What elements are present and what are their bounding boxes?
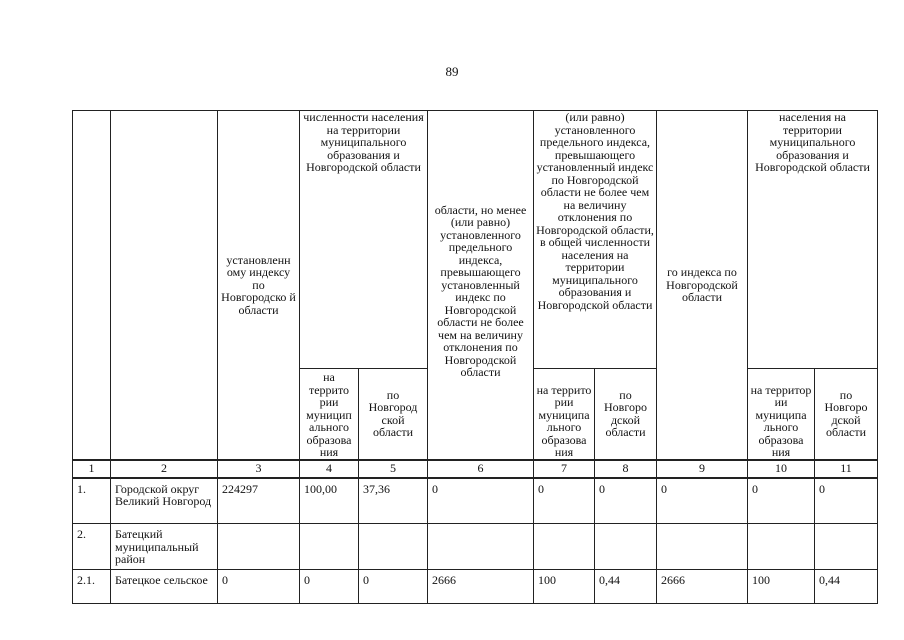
header-cell-4-5: численности населения на территории муниципального образования и Новгородской области	[300, 111, 428, 369]
header-cell-10-11: населения на территории муниципального образования и Новгородской области	[748, 111, 878, 369]
column-number: 7	[534, 460, 595, 478]
table-cell: 0	[815, 478, 878, 524]
table-cell: 100	[748, 570, 815, 604]
table-cell: 0,44	[815, 570, 878, 604]
table-cell: 0	[218, 570, 300, 604]
table-cell	[218, 524, 300, 570]
column-number: 2	[111, 460, 218, 478]
table-row	[73, 478, 878, 524]
table-cell: 0	[657, 478, 748, 524]
column-number: 4	[300, 460, 359, 478]
header-row-top	[73, 111, 878, 369]
table-cell: 100	[534, 570, 595, 604]
table-cell: Батецкое сельское	[111, 570, 218, 604]
table-cell: 0	[300, 570, 359, 604]
header-cell-9: го индекса по Новгородской области	[657, 111, 748, 460]
data-table	[72, 110, 878, 604]
column-number: 5	[359, 460, 428, 478]
header-cell-5-sub: по Новгород ской области	[359, 369, 428, 460]
table-cell: Батецкий муниципальный район	[111, 524, 218, 570]
table-cell: 100,00	[300, 478, 359, 524]
header-cell-8-sub: по Новгоро дской области	[595, 369, 657, 460]
table-cell: 2.1.	[73, 570, 111, 604]
table-cell: 2.	[73, 524, 111, 570]
table-cell: 1.	[73, 478, 111, 524]
table-cell: 0	[534, 478, 595, 524]
header-cell-1	[73, 111, 111, 460]
table-cell	[815, 524, 878, 570]
header-cell-7-8: (или равно) установленного предельного индекса, превышающего установленный индекс по Новгородской области не более чем на величину отклонения по Новгородской области, в общей численности населения на территории муниципального образования и Новгородской области	[534, 111, 657, 369]
page-number: 89	[445, 64, 459, 79]
header-cell-7-sub: на террито рии муниципа льного образова ния	[534, 369, 595, 460]
column-number: 6	[428, 460, 534, 478]
column-number: 11	[815, 460, 878, 478]
table-cell: 0	[359, 570, 428, 604]
table-row	[73, 570, 878, 604]
table-cell	[359, 524, 428, 570]
table-cell: 2666	[657, 570, 748, 604]
header-cell-4-sub: на террито рии муницип ального образова ния	[300, 369, 359, 460]
table-cell	[657, 524, 748, 570]
table-cell: 0	[595, 478, 657, 524]
column-number-row	[73, 460, 878, 478]
table-cell	[534, 524, 595, 570]
table-cell	[748, 524, 815, 570]
table-cell: 2666	[428, 570, 534, 604]
header-cell-2	[111, 111, 218, 460]
table-cell: 0,44	[595, 570, 657, 604]
table-cell: 0	[748, 478, 815, 524]
table-cell: Городской округ Великий Новгород	[111, 478, 218, 524]
table-cell	[428, 524, 534, 570]
table-cell	[595, 524, 657, 570]
table-row	[73, 524, 878, 570]
column-number: 3	[218, 460, 300, 478]
header-cell-11-sub: по Новгоро дской области	[815, 369, 878, 460]
table-cell	[300, 524, 359, 570]
column-number: 8	[595, 460, 657, 478]
table-cell: 224297	[218, 478, 300, 524]
column-number: 9	[657, 460, 748, 478]
header-cell-10-sub: на территор ии муниципа льного образова ния	[748, 369, 815, 460]
table-cell: 0	[428, 478, 534, 524]
column-number: 10	[748, 460, 815, 478]
table-cell: 37,36	[359, 478, 428, 524]
header-cell-3: установленн ому индексу по Новгородско й области	[218, 111, 300, 460]
column-number: 1	[73, 460, 111, 478]
header-cell-6: области, но менее (или равно) установленного предельного индекса, превышающего установленный индекс по Новгородской области не более чем на величину отклонения по Новгородской области	[428, 111, 534, 460]
